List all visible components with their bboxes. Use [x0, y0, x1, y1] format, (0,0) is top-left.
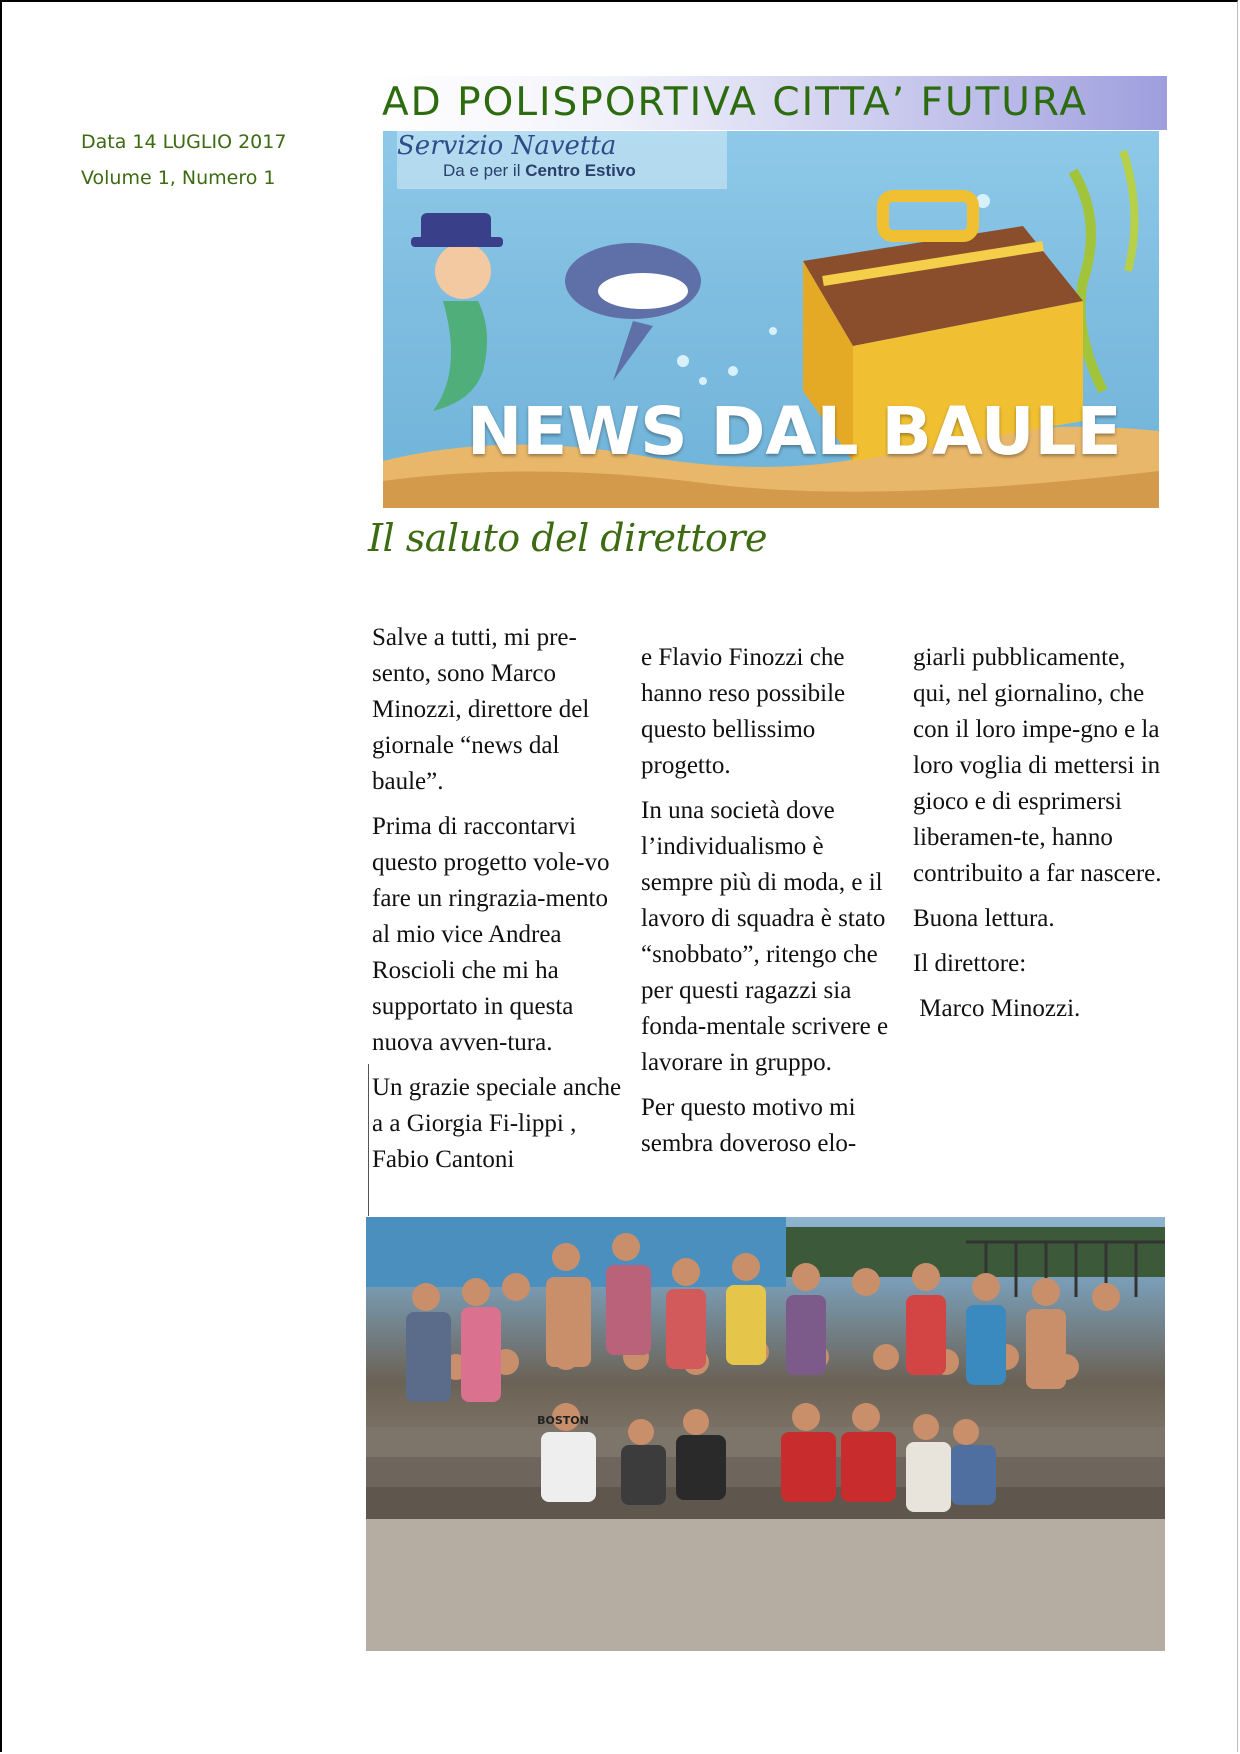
newsletter-title: NEWS DAL BAULE	[467, 393, 1122, 470]
paragraph: giarli pubblicamente, qui, nel giornalino, che con il loro impe-gno e la loro voglia di mettersi in gioco e di esprimersi liberamen-te, hanno contribuito a far nascere.	[913, 644, 1162, 887]
article-column-2	[641, 640, 901, 1171]
paragraph: Prima di raccontarvi questo progetto vole-vo fare un ringrazia-mento al mio vice Andrea Roscioli che mi ha supportato in questa nuova avven-tura.	[372, 813, 610, 1056]
paragraph: In una società dove l’individualismo è sempre più di moda, e il lavoro di squadra è stato “snobbato”, ritengo che per questi ragazzi sia fonda-mentale scrivere e lavorare in gruppo.	[641, 797, 889, 1076]
shuttle-sign-subtitle-prefix: Da e per il	[443, 161, 526, 180]
shirt-lettering: BOSTON	[537, 1414, 589, 1427]
shuttle-sign-subtitle-bold: Centro Estivo	[525, 161, 636, 180]
paragraph: Buona lettura.	[913, 905, 1055, 932]
column-rule	[368, 1064, 369, 1216]
issue-date: Data 14 LUGLIO 2017	[81, 131, 287, 153]
paragraph: Il direttore:	[913, 950, 1027, 977]
paragraph: e Flavio Finozzi che hanno reso possibile questo bellissimo progetto.	[641, 644, 846, 779]
paragraph: Un grazie speciale anche a a Giorgia Fi-lippi , Fabio Cantoni	[372, 1074, 622, 1173]
article-column-1	[372, 620, 622, 1187]
shuttle-sign-title: Servizio Navetta	[397, 131, 617, 161]
shuttle-sign	[397, 131, 727, 189]
paragraph: Salve a tutti, mi pre-sento, sono Marco Minozzi, direttore del giornale “news dal baule”.	[372, 624, 590, 795]
masthead	[380, 76, 1167, 130]
article-heading: Il saluto del direttore	[368, 516, 768, 560]
issue-volume: Volume 1, Numero 1	[81, 167, 276, 189]
banner-image	[383, 131, 1159, 508]
organization-name: AD POLISPORTIVA CITTA’ FUTURA	[382, 80, 1089, 125]
group-photo-illustration	[366, 1217, 1165, 1651]
group-photo	[366, 1217, 1165, 1651]
shuttle-sign-subtitle	[443, 161, 636, 181]
paragraph: Per questo motivo mi sembra doveroso elo-	[641, 1094, 857, 1157]
article-column-3	[913, 640, 1168, 1036]
signature: Marco Minozzi.	[913, 995, 1081, 1022]
issue-meta	[81, 124, 286, 196]
